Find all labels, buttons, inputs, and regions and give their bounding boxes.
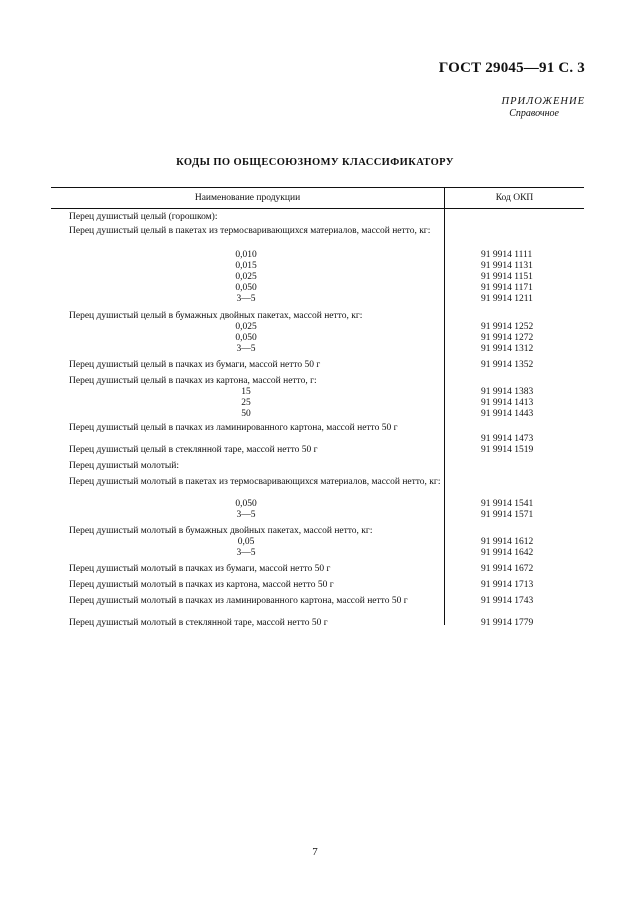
okp-code: 91 9914 1171 (481, 283, 533, 293)
table-column-divider (444, 187, 445, 625)
product-name: Перец душистый целый в бумажных двойных пакетах, массой нетто, кг: (69, 311, 363, 321)
okp-code: 91 9914 1713 (481, 580, 534, 590)
okp-code: 91 9914 1111 (481, 250, 533, 260)
appendix-label: ПРИЛОЖЕНИЕ (501, 96, 585, 107)
okp-code: 91 9914 1443 (481, 409, 534, 419)
appendix-note: Справочное (509, 108, 559, 119)
okp-code: 91 9914 1743 (481, 596, 534, 606)
page-number: 7 (312, 846, 318, 858)
okp-code: 91 9914 1612 (481, 537, 534, 547)
okp-code: 91 9914 1131 (481, 261, 533, 271)
product-name: 0,050 (235, 499, 257, 509)
product-name: 0,025 (235, 272, 257, 282)
product-name: 3—5 (236, 294, 256, 304)
product-name: Перец душистый молотый: (69, 461, 179, 471)
product-name: Перец душистый целый (горошком): (69, 212, 218, 222)
okp-code: 91 9914 1519 (481, 445, 534, 455)
product-name: Перец душистый целый в пачках из ламинированного картона, массой нетто 50 г (69, 423, 398, 433)
product-name: Перец душистый молотый в стеклянной таре, массой нетто 50 г (69, 618, 328, 628)
page-title: КОДЫ ПО ОБЩЕСОЮЗНОМУ КЛАССИФИКАТОРУ (176, 157, 454, 168)
product-name: 0,010 (235, 250, 257, 260)
product-name: 25 (241, 398, 251, 408)
column-header-name: Наименование продукции (194, 193, 301, 203)
product-name: Перец душистый целый в пачках из картона, массой нетто, г: (69, 376, 317, 386)
okp-code: 91 9914 1151 (481, 272, 533, 282)
product-name: 0,015 (235, 261, 257, 271)
okp-code: 91 9914 1272 (481, 333, 534, 343)
product-name: 3—5 (236, 344, 256, 354)
product-name: 0,05 (237, 537, 255, 547)
product-name: Перец душистый целый в стеклянной таре, массой нетто 50 г (69, 445, 318, 455)
product-name: Перец душистый целый в пакетах из термосваривающихся материалов, массой нетто, кг: (69, 226, 431, 236)
product-name: Перец душистый молотый в пакетах из термосваривающихся материалов, массой нетто, кг: (69, 477, 441, 487)
product-name: Перец душистый молотый в пачках из ламинированного картона, массой нетто 50 г (69, 596, 408, 606)
standard-header: ГОСТ 29045—91 С. 3 (438, 60, 585, 76)
classifier-table (51, 187, 584, 628)
okp-code: 91 9914 1642 (481, 548, 534, 558)
column-header-code: Код ОКП (495, 193, 534, 203)
okp-code: 91 9914 1211 (481, 294, 533, 304)
product-name: 15 (241, 387, 251, 397)
product-name: 3—5 (236, 548, 256, 558)
product-name: Перец душистый целый в пачках из бумаги, массой нетто 50 г (69, 360, 321, 370)
okp-code: 91 9914 1541 (481, 499, 534, 509)
product-name: Перец душистый молотый в пачках из картона, массой нетто 50 г (69, 580, 334, 590)
table-header-rule (51, 208, 584, 209)
okp-code: 91 9914 1352 (481, 360, 534, 370)
product-name: 0,025 (235, 322, 257, 332)
okp-code: 91 9914 1312 (481, 344, 534, 354)
product-name: Перец душистый молотый в бумажных двойных пакетах, массой нетто, кг: (69, 526, 373, 536)
okp-code: 91 9914 1252 (481, 322, 534, 332)
product-name: Перец душистый молотый в пачках из бумаги, массой нетто 50 г (69, 564, 331, 574)
product-name: 50 (241, 409, 251, 419)
okp-code: 91 9914 1779 (481, 618, 534, 628)
table-top-rule (51, 187, 584, 188)
okp-code: 91 9914 1383 (481, 387, 534, 397)
okp-code: 91 9914 1413 (481, 398, 534, 408)
product-name: 3—5 (236, 510, 256, 520)
okp-code: 91 9914 1672 (481, 564, 534, 574)
okp-code: 91 9914 1571 (481, 510, 534, 520)
product-name: 0,050 (235, 283, 257, 293)
product-name: 0,050 (235, 333, 257, 343)
okp-code: 91 9914 1473 (481, 434, 534, 444)
